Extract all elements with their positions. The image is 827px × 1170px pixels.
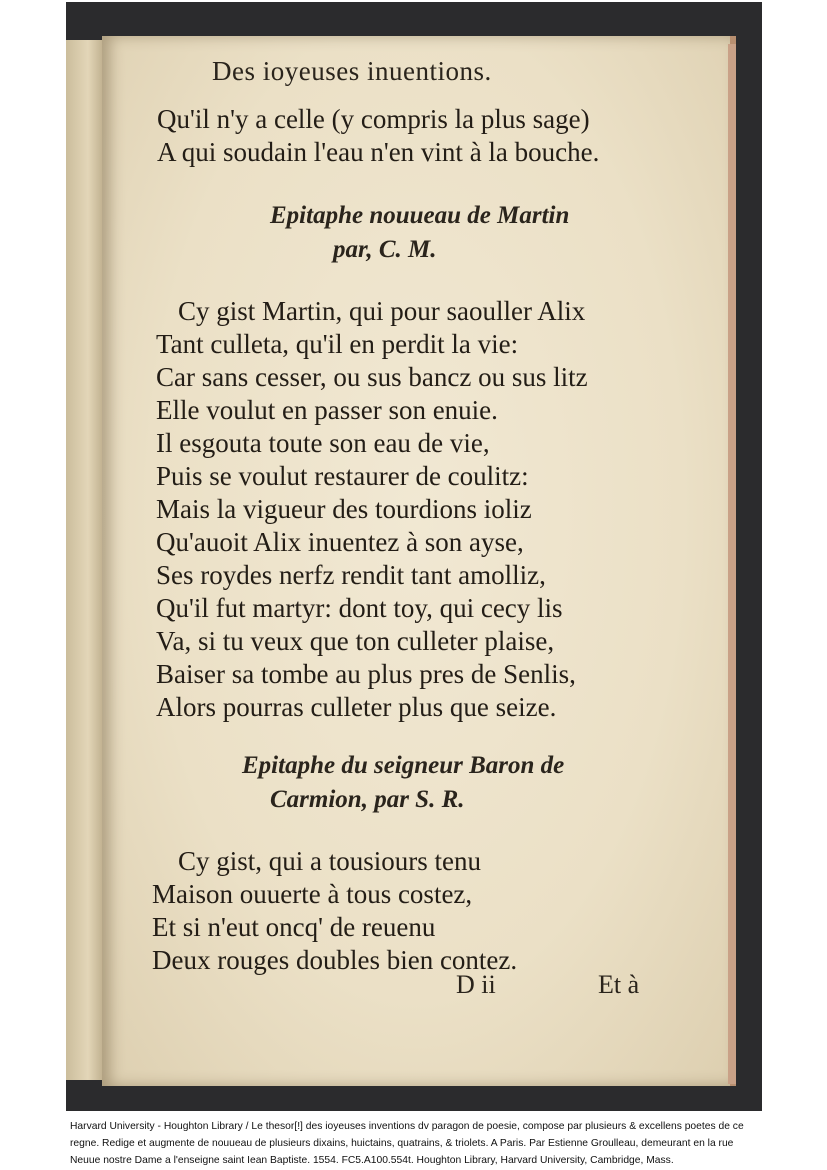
epitaph1-attribution: par, C. M. [333, 236, 437, 263]
epitaph1-line-12: Baiser sa tombe au plus pres de Senlis, [156, 659, 576, 689]
epitaph1-line-6: Puis se voulut restaurer de coulitz: [156, 461, 529, 491]
epitaph1-line-10: Qu'il fut martyr: dont toy, qui cecy lis [156, 593, 563, 623]
epitaph1-line-4: Elle voulut en passer son enuie. [156, 395, 498, 425]
epitaph1-line-11: Va, si tu veux que ton culleter plaise, [156, 626, 555, 656]
catchword: Et à [598, 970, 640, 999]
epitaph1-line-5: Il esgouta toute son eau de vie, [156, 428, 490, 458]
running-head: Des ioyeuses inuentions. [212, 56, 492, 86]
epitaph2-line-1: Cy gist, qui a tousiours tenu [178, 846, 481, 876]
epitaph2-attribution: Carmion, par S. R. [270, 786, 465, 813]
epitaph2-line-2: Maison ouuerte à tous costez, [152, 879, 473, 909]
epitaph1-line-2: Tant culleta, qu'il en perdit la vie: [156, 329, 519, 359]
epitaph1-line-9: Ses roydes nerfz rendit tant amolliz, [156, 560, 546, 590]
epitaph1-line-7: Mais la vigueur des tourdions ioliz [156, 494, 532, 524]
epitaph2-line-3: Et si n'eut oncq' de reuenu [152, 912, 436, 942]
epitaph1-line-8: Qu'auoit Alix inuentez à son ayse, [156, 527, 524, 557]
page-fore-edge [728, 44, 736, 1084]
epitaph1-line-3: Car sans cesser, ou sus bancz ou sus litz [156, 362, 588, 392]
opening-line-1: Qu'il n'y a celle (y compris la plus sage) [157, 104, 590, 134]
epitaph1-heading: Epitaphe nouueau de Martin [270, 202, 570, 229]
image-caption: Harvard University - Houghton Library / Le thesor[!] des ioyeuses inventions dv paragon de poesie, compose par plusieurs & excellens poetes de ce regne. Redige et augmente de nouueau de plusieurs dixains, huictains, quatrains, & triolets. A Paris. Par Estienne Groulleau, demeurant en la rue Neuue nostre Dame a l'enseigne saint Iean Baptiste. 1554. FC5.A100.554t. Houghton Library, Harvard University, Cambridge, Mass. [70, 1121, 744, 1166]
opening-line-2: A qui soudain l'eau n'en vint à la bouche. [157, 137, 600, 167]
epitaph2-line-4: Deux rouges doubles bien contez. [152, 945, 518, 975]
signature-mark: D ii [456, 970, 496, 999]
epitaph1-line-13: Alors pourras culleter plus que seize. [156, 692, 557, 722]
epitaph2-heading: Epitaphe du seigneur Baron de [242, 752, 565, 779]
epitaph1-line-1: Cy gist Martin, qui pour saouller Alix [178, 296, 586, 326]
